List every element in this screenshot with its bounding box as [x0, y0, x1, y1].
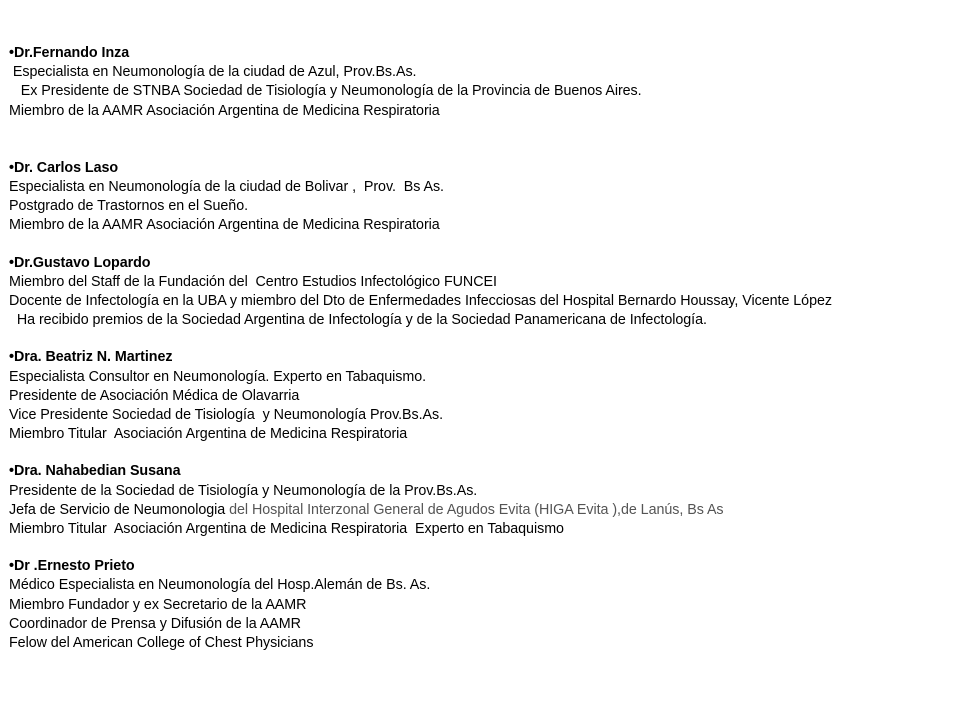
spacer	[9, 539, 954, 557]
doctor-detail-line: Especialista en Neumonología de la ciudad de Bolivar , Prov. Bs As.	[9, 179, 444, 196]
doctor-detail-line: Postgrado de Trastornos en el Sueño.	[9, 198, 249, 215]
doctor-detail-line: Coordinador de Prensa y Difusión de la AAMR	[9, 615, 301, 632]
doctor-detail-line: Presidente de la Sociedad de Tisiología y Neumonología de la Prov.Bs.As.	[9, 482, 478, 499]
doctor-entry-laso	[9, 159, 954, 236]
doctor-detail-line: Miembro del Staff de la Fundación del Centro Estudios Infectológico FUNCEI	[9, 273, 497, 290]
detail-text-gray: del Hospital Interzonal General de Agudos Evita (HIGA Evita ),de Lanús, Bs As	[229, 501, 724, 518]
doctor-detail-line: Miembro Titular Asociación Argentina de Medicina Respiratoria	[9, 426, 408, 443]
doctor-detail-line: Felow del American College of Chest Physicians	[9, 635, 314, 652]
doctor-detail-line: Vice Presidente Sociedad de Tisiología y Neumonología Prov.Bs.As.	[9, 407, 444, 424]
spacer	[9, 330, 954, 348]
spacer	[9, 236, 954, 254]
detail-text-black: Jefa de Servicio de Neumonologia	[9, 501, 230, 518]
doctor-entry-martinez	[9, 348, 954, 444]
doctor-name: •Dra. Beatriz N. Martinez	[9, 349, 173, 366]
doctor-detail-line: Especialista en Neumonología de la ciudad de Azul, Prov.Bs.As.	[9, 64, 417, 81]
doctor-detail-line-mixed	[9, 501, 954, 520]
doctor-name: •Dr. Carlos Laso	[9, 159, 119, 176]
doctor-detail-line: Médico Especialista en Neumonología del Hosp.Alemán de Bs. As.	[9, 577, 431, 594]
doctor-detail-line: Miembro de la AAMR Asociación Argentina de Medicina Respiratoria	[9, 102, 440, 119]
spacer	[9, 444, 954, 462]
spacer	[9, 121, 954, 159]
doctor-detail-line: Presidente de Asociación Médica de Olavarria	[9, 387, 300, 404]
doctor-name: •Dr.Fernando Inza	[9, 45, 130, 61]
doctor-detail-line: Especialista Consultor en Neumonología. Experto en Tabaquismo.	[9, 368, 427, 385]
doctor-detail-line: Miembro de la AAMR Asociación Argentina de Medicina Respiratoria	[9, 217, 440, 234]
doctor-detail-line: Miembro Fundador y ex Secretario de la AAMR	[9, 596, 307, 613]
doctor-entry-nahabedian	[9, 462, 954, 539]
doctor-entry-prieto	[9, 557, 954, 653]
doctor-detail-line: Miembro Titular Asociación Argentina de Medicina Respiratoria Experto en Tabaquismo	[9, 521, 564, 538]
doctor-entry-inza	[9, 44, 954, 121]
doctor-name: •Dr .Ernesto Prieto	[9, 558, 135, 575]
document-page	[9, 44, 954, 653]
doctor-entry-lopardo	[9, 254, 954, 331]
doctor-name: •Dr.Gustavo Lopardo	[9, 254, 151, 271]
doctor-detail-line: Docente de Infectología en la UBA y miembro del Dto de Enfermedades Infecciosas del Hospital Bernardo Houssay, Vicente López	[9, 293, 832, 310]
doctor-detail-line: Ha recibido premios de la Sociedad Argentina de Infectología y de la Sociedad Panamericana de Infectología.	[9, 312, 707, 329]
doctor-detail-line: Ex Presidente de STNBA Sociedad de Tisiología y Neumonología de la Provincia de Buenos Aires.	[9, 83, 642, 100]
doctor-name: •Dra. Nahabedian Susana	[9, 463, 181, 480]
